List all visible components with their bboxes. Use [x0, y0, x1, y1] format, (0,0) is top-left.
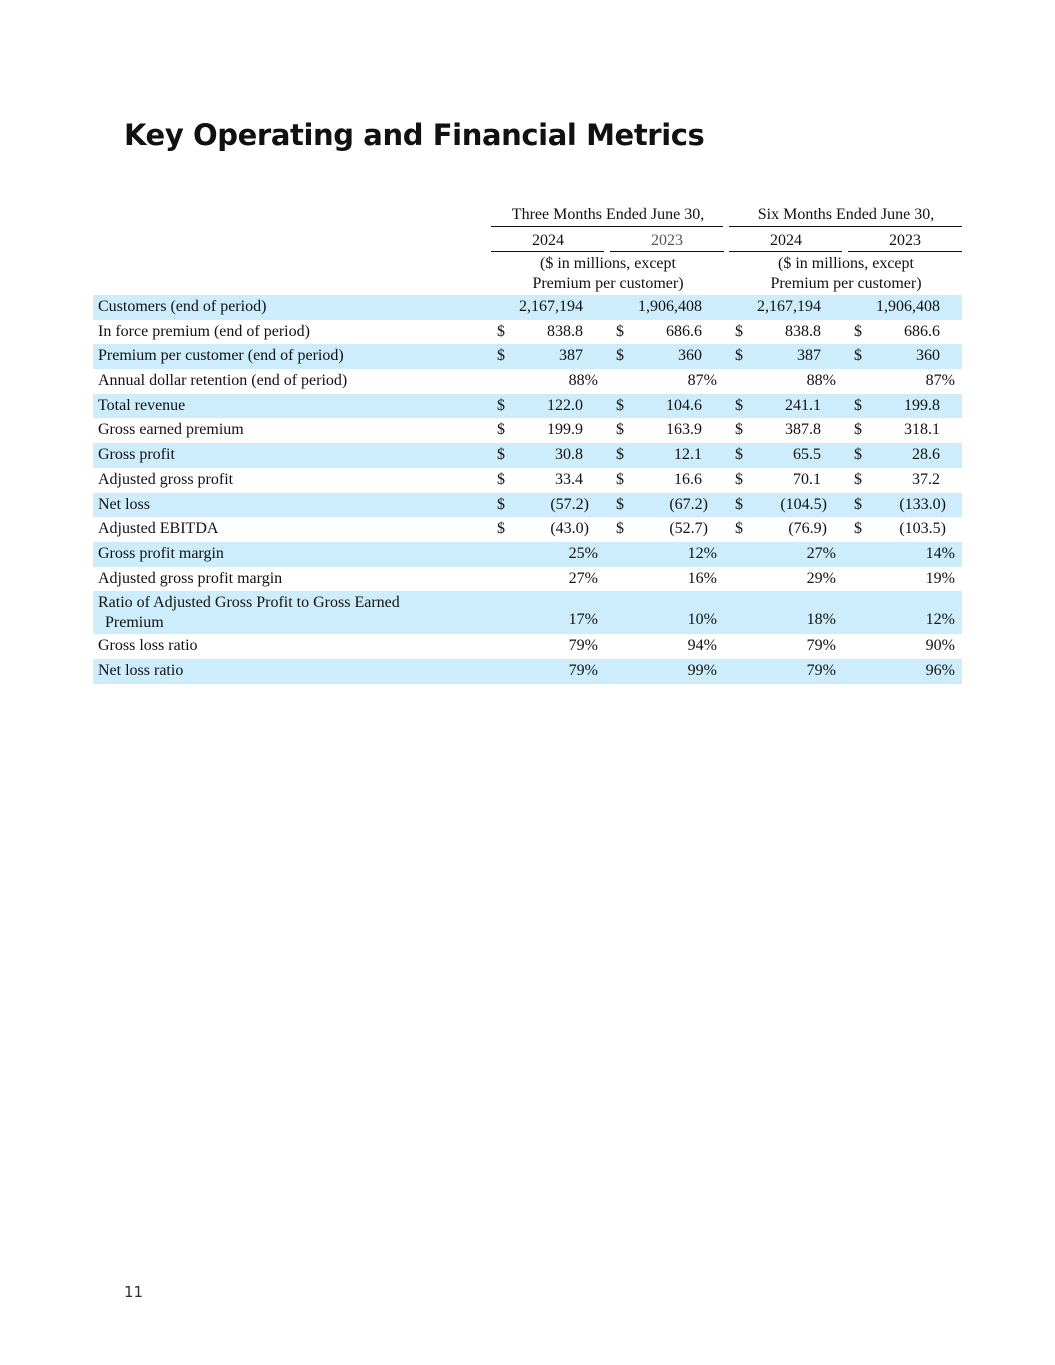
- header-rule: [491, 226, 723, 227]
- table-row: [93, 517, 962, 542]
- cell-value: 19%: [925, 569, 955, 587]
- currency-symbol: $: [616, 495, 624, 513]
- table-row: [93, 369, 962, 394]
- cell-value: 12.1: [674, 446, 702, 464]
- cell-value: 79%: [568, 661, 598, 679]
- currency-symbol: $: [616, 520, 624, 538]
- cell-value: 29%: [806, 569, 836, 587]
- currency-symbol: $: [854, 520, 862, 538]
- metrics-table: [93, 203, 962, 684]
- row-label: Gross loss ratio: [98, 637, 198, 655]
- currency-symbol: $: [854, 347, 862, 365]
- cell-value: 199.8: [904, 396, 940, 414]
- currency-symbol: $: [735, 421, 743, 439]
- year-rule: [848, 251, 962, 252]
- cell-value: 104.6: [666, 396, 702, 414]
- table-row: [93, 344, 962, 369]
- currency-symbol: $: [616, 347, 624, 365]
- cell-value: 28.6: [912, 446, 940, 464]
- currency-symbol: $: [497, 446, 505, 464]
- unit-note-line: Premium per customer): [770, 275, 922, 292]
- cell-value: 94%: [687, 637, 717, 655]
- cell-value: 199.9: [547, 421, 583, 439]
- header-year: 2024: [532, 232, 564, 249]
- header-year: 2023: [651, 232, 683, 249]
- page-number: 11: [124, 1283, 144, 1301]
- table-row: [93, 295, 962, 320]
- cell-value: 25%: [568, 544, 598, 562]
- cell-value: 18%: [806, 611, 836, 629]
- table-row: [93, 394, 962, 419]
- header-year: 2023: [889, 232, 921, 249]
- currency-symbol: $: [854, 446, 862, 464]
- table-row: [93, 443, 962, 468]
- table-row: [93, 591, 962, 634]
- currency-symbol: $: [735, 520, 743, 538]
- cell-value: 10%: [687, 611, 717, 629]
- cell-value: 30.8: [555, 446, 583, 464]
- table-row: [93, 542, 962, 567]
- currency-symbol: $: [497, 396, 505, 414]
- cell-value: 88%: [806, 372, 836, 390]
- unit-note-line: Premium per customer): [532, 275, 684, 292]
- currency-symbol: $: [735, 446, 743, 464]
- row-label: [98, 593, 400, 632]
- cell-value: 87%: [925, 372, 955, 390]
- currency-symbol: $: [616, 421, 624, 439]
- cell-value: 686.6: [666, 322, 702, 340]
- cell-value: 99%: [687, 661, 717, 679]
- row-label: In force premium (end of period): [98, 322, 310, 340]
- currency-symbol: $: [497, 421, 505, 439]
- currency-symbol: $: [854, 470, 862, 488]
- cell-value: 16%: [687, 569, 717, 587]
- row-label: Net loss ratio: [98, 661, 184, 679]
- row-label: Annual dollar retention (end of period): [98, 372, 348, 390]
- table-body: [93, 295, 962, 684]
- currency-symbol: $: [854, 495, 862, 513]
- cell-value: (43.0): [550, 520, 589, 538]
- cell-value: 16.6: [674, 470, 702, 488]
- table-row: [93, 418, 962, 443]
- table-row: [93, 493, 962, 518]
- cell-value: 37.2: [912, 470, 940, 488]
- unit-note-line: ($ in millions, except: [778, 255, 914, 272]
- row-label: Total revenue: [98, 396, 186, 414]
- row-label: Adjusted EBITDA: [98, 520, 219, 538]
- cell-value: 27%: [806, 544, 836, 562]
- table-header: [93, 203, 962, 295]
- cell-value: 88%: [568, 372, 598, 390]
- cell-value: 79%: [568, 637, 598, 655]
- unit-note-three: [491, 254, 725, 294]
- currency-symbol: $: [616, 322, 624, 340]
- currency-symbol: $: [854, 322, 862, 340]
- currency-symbol: $: [735, 347, 743, 365]
- row-label: Gross profit: [98, 446, 175, 464]
- cell-value: 318.1: [904, 421, 940, 439]
- cell-value: 1,906,408: [638, 298, 702, 315]
- cell-value: 387.8: [785, 421, 821, 439]
- header-rule: [729, 226, 962, 227]
- row-label-line: Ratio of Adjusted Gross Profit to Gross Earned: [98, 594, 400, 612]
- table-row: [93, 468, 962, 493]
- cell-value: 17%: [568, 611, 598, 629]
- currency-symbol: $: [854, 396, 862, 414]
- cell-value: 70.1: [793, 470, 821, 488]
- cell-value: 387: [797, 347, 821, 365]
- year-rule: [610, 251, 724, 252]
- cell-value: (76.9): [788, 520, 827, 538]
- cell-value: 2,167,194: [757, 298, 821, 315]
- table-row: [93, 567, 962, 592]
- currency-symbol: $: [497, 495, 505, 513]
- cell-value: 838.8: [785, 322, 821, 340]
- cell-value: (52.7): [669, 520, 708, 538]
- currency-symbol: $: [616, 396, 624, 414]
- row-label-line: Premium: [105, 613, 164, 631]
- row-label: Customers (end of period): [98, 298, 267, 315]
- table-row: [93, 320, 962, 345]
- currency-symbol: $: [735, 495, 743, 513]
- cell-value: (104.5): [780, 495, 827, 513]
- cell-value: 360: [678, 347, 702, 365]
- cell-value: 96%: [925, 661, 955, 679]
- row-label: Adjusted gross profit: [98, 470, 234, 488]
- table-row: [93, 659, 962, 684]
- currency-symbol: $: [735, 470, 743, 488]
- page-title: Key Operating and Financial Metrics: [124, 118, 705, 152]
- currency-symbol: $: [497, 347, 505, 365]
- currency-symbol: $: [854, 421, 862, 439]
- currency-symbol: $: [616, 446, 624, 464]
- cell-value: 241.1: [785, 396, 821, 414]
- year-rule: [729, 251, 842, 252]
- cell-value: 27%: [568, 569, 598, 587]
- row-label: Adjusted gross profit margin: [98, 569, 283, 587]
- cell-value: 1,906,408: [876, 298, 940, 315]
- cell-value: 12%: [687, 544, 717, 562]
- unit-note-line: ($ in millions, except: [540, 255, 676, 272]
- header-three-months: Three Months Ended June 30,: [511, 206, 705, 223]
- currency-symbol: $: [497, 520, 505, 538]
- row-label: Premium per customer (end of period): [98, 347, 344, 365]
- currency-symbol: $: [735, 396, 743, 414]
- cell-value: 686.6: [904, 322, 940, 340]
- cell-value: 122.0: [547, 396, 583, 414]
- cell-value: 360: [916, 347, 940, 365]
- unit-note-six: [729, 254, 963, 294]
- row-label: Net loss: [98, 495, 150, 513]
- cell-value: 163.9: [666, 421, 702, 439]
- cell-value: 33.4: [555, 470, 583, 488]
- cell-value: 12%: [925, 611, 955, 629]
- row-label: Gross profit margin: [98, 544, 224, 562]
- cell-value: 838.8: [547, 322, 583, 340]
- cell-value: 79%: [806, 661, 836, 679]
- row-label: Gross earned premium: [98, 421, 244, 439]
- cell-value: 90%: [925, 637, 955, 655]
- currency-symbol: $: [497, 322, 505, 340]
- cell-value: (103.5): [899, 520, 946, 538]
- cell-value: (133.0): [899, 495, 946, 513]
- currency-symbol: $: [497, 470, 505, 488]
- cell-value: (57.2): [550, 495, 589, 513]
- currency-symbol: $: [616, 470, 624, 488]
- header-year: 2024: [770, 232, 802, 249]
- header-six-months: Six Months Ended June 30,: [757, 206, 935, 223]
- cell-value: 387: [559, 347, 583, 365]
- cell-value: (67.2): [669, 495, 708, 513]
- currency-symbol: $: [735, 322, 743, 340]
- cell-value: 65.5: [793, 446, 821, 464]
- cell-value: 14%: [925, 544, 955, 562]
- year-rule: [491, 251, 604, 252]
- cell-value: 79%: [806, 637, 836, 655]
- cell-value: 87%: [687, 372, 717, 390]
- table-row: [93, 634, 962, 659]
- cell-value: 2,167,194: [519, 298, 583, 315]
